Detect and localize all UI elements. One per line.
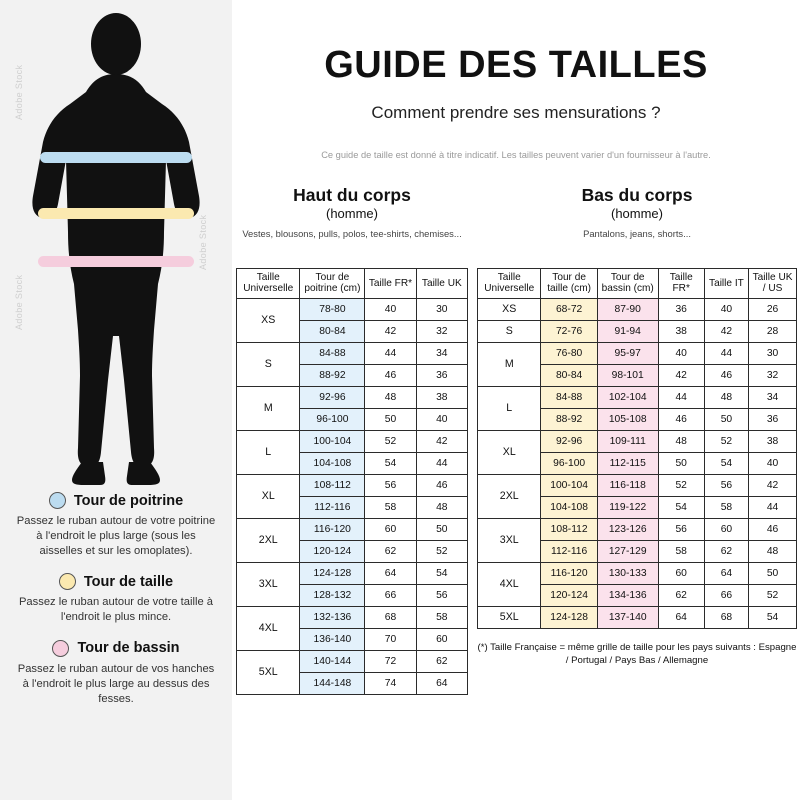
chest-measure-band xyxy=(40,152,192,163)
cell-value: 46 xyxy=(749,518,797,540)
cell-universal-size: 4XL xyxy=(478,562,541,606)
cell-value: 36 xyxy=(658,298,704,320)
watermark-1: Adobe Stock xyxy=(14,64,24,120)
cell-value: 137-140 xyxy=(597,606,658,628)
cell-value: 80-84 xyxy=(541,364,597,386)
column-header: Taille Universelle xyxy=(237,269,300,299)
cell-value: 34 xyxy=(749,386,797,408)
column-header: Taille Universelle xyxy=(478,269,541,299)
cell-value: 91-94 xyxy=(597,320,658,342)
cell-value: 62 xyxy=(416,650,467,672)
cell-value: 58 xyxy=(416,606,467,628)
legend-item-waist xyxy=(0,573,232,625)
size-table-top xyxy=(236,268,468,695)
watermark-3: Adobe Stock xyxy=(198,214,208,270)
cell-value: 64 xyxy=(704,562,748,584)
cell-value: 100-104 xyxy=(541,474,597,496)
cell-value: 32 xyxy=(416,320,467,342)
table-footnote: (*) Taille Française = même grille de taille pour les pays suivants : Espagne / Portugal / Pays Bas / Allemagne xyxy=(477,641,797,667)
cell-value: 54 xyxy=(704,452,748,474)
cell-universal-size: 5XL xyxy=(478,606,541,628)
cell-value: 70 xyxy=(365,628,416,650)
table-row xyxy=(478,342,797,364)
cell-value: 112-116 xyxy=(541,540,597,562)
cell-value: 80-84 xyxy=(300,320,365,342)
cell-value: 32 xyxy=(749,364,797,386)
table-row xyxy=(237,562,468,584)
waist-color-dot-icon xyxy=(59,573,76,590)
cell-value: 127-129 xyxy=(597,540,658,562)
table-row xyxy=(237,298,468,320)
cell-value: 60 xyxy=(365,518,416,540)
cell-value: 66 xyxy=(704,584,748,606)
table-row xyxy=(478,606,797,628)
cell-value: 52 xyxy=(704,430,748,452)
cell-value: 30 xyxy=(416,298,467,320)
cell-value: 72 xyxy=(365,650,416,672)
cell-universal-size: XS xyxy=(478,298,541,320)
table-row xyxy=(237,650,468,672)
left-panel xyxy=(0,0,232,800)
cell-value: 40 xyxy=(416,408,467,430)
cell-value: 44 xyxy=(704,342,748,364)
cell-value: 60 xyxy=(658,562,704,584)
column-header: Taille IT xyxy=(704,269,748,299)
cell-value: 64 xyxy=(658,606,704,628)
cell-value: 116-120 xyxy=(300,518,365,540)
cell-value: 56 xyxy=(704,474,748,496)
cell-value: 58 xyxy=(365,496,416,518)
cell-value: 112-116 xyxy=(300,496,365,518)
cell-universal-size: M xyxy=(237,386,300,430)
cell-value: 44 xyxy=(416,452,467,474)
cell-value: 30 xyxy=(749,342,797,364)
cell-value: 50 xyxy=(704,408,748,430)
cell-value: 48 xyxy=(365,386,416,408)
cell-value: 50 xyxy=(749,562,797,584)
cell-value: 60 xyxy=(416,628,467,650)
cell-value: 74 xyxy=(365,672,416,694)
table-row xyxy=(237,386,468,408)
cell-universal-size: S xyxy=(478,320,541,342)
legend-title-hip: Tour de bassin xyxy=(77,640,180,657)
size-table-bottom xyxy=(477,268,797,629)
table-block-top-body xyxy=(236,185,468,695)
cell-universal-size: 3XL xyxy=(237,562,300,606)
hip-color-dot-icon xyxy=(52,640,69,657)
cell-universal-size: 4XL xyxy=(237,606,300,650)
cell-value: 46 xyxy=(416,474,467,496)
cell-value: 128-132 xyxy=(300,584,365,606)
cell-value: 40 xyxy=(704,298,748,320)
legend-desc-hip: Passez le ruban autour de vos hanches à l'endroit le plus large au dessus des fesses. xyxy=(17,662,215,705)
watermark-2: Adobe Stock xyxy=(14,274,24,330)
cell-value: 116-118 xyxy=(597,474,658,496)
column-header: Taille UK xyxy=(416,269,467,299)
table-row xyxy=(478,430,797,452)
cell-value: 54 xyxy=(749,606,797,628)
column-header: Tour de bassin (cm) xyxy=(597,269,658,299)
cell-value: 72-76 xyxy=(541,320,597,342)
disclaimer-text: Ce guide de taille est donné à titre indicatif. Les tailles peuvent varier d'un fournisseur à l'autre. xyxy=(321,150,711,160)
table-row xyxy=(478,562,797,584)
table-note-top: Vestes, blousons, pulls, polos, tee-shirts, chemises... xyxy=(242,228,462,240)
legend-item-chest xyxy=(0,492,232,559)
cell-value: 40 xyxy=(658,342,704,364)
cell-value: 62 xyxy=(704,540,748,562)
cell-value: 84-88 xyxy=(541,386,597,408)
table-title-bottom: Bas du corps xyxy=(581,185,693,205)
cell-value: 95-97 xyxy=(597,342,658,364)
cell-value: 48 xyxy=(704,386,748,408)
cell-universal-size: L xyxy=(478,386,541,430)
cell-value: 56 xyxy=(416,584,467,606)
body-figure xyxy=(0,0,232,490)
cell-value: 44 xyxy=(365,342,416,364)
cell-value: 36 xyxy=(749,408,797,430)
cell-value: 104-108 xyxy=(541,496,597,518)
column-header: Tour de taille (cm) xyxy=(541,269,597,299)
cell-value: 68-72 xyxy=(541,298,597,320)
cell-universal-size: 2XL xyxy=(478,474,541,518)
cell-value: 40 xyxy=(365,298,416,320)
legend xyxy=(0,492,232,721)
cell-value: 34 xyxy=(416,342,467,364)
cell-universal-size: M xyxy=(478,342,541,386)
cell-value: 104-108 xyxy=(300,452,365,474)
cell-value: 140-144 xyxy=(300,650,365,672)
cell-universal-size: 2XL xyxy=(237,518,300,562)
cell-value: 102-104 xyxy=(597,386,658,408)
cell-value: 124-128 xyxy=(541,606,597,628)
table-row xyxy=(478,474,797,496)
table-row xyxy=(237,606,468,628)
cell-value: 62 xyxy=(658,584,704,606)
table-row xyxy=(237,474,468,496)
cell-value: 46 xyxy=(365,364,416,386)
cell-value: 48 xyxy=(658,430,704,452)
cell-value: 96-100 xyxy=(541,452,597,474)
column-header: Taille FR* xyxy=(365,269,416,299)
cell-value: 58 xyxy=(704,496,748,518)
cell-value: 46 xyxy=(658,408,704,430)
cell-value: 68 xyxy=(365,606,416,628)
table-block-bottom-body xyxy=(477,185,797,695)
cell-value: 124-128 xyxy=(300,562,365,584)
cell-value: 130-133 xyxy=(597,562,658,584)
column-header: Taille FR* xyxy=(658,269,704,299)
column-header: Taille UK / US xyxy=(749,269,797,299)
cell-value: 116-120 xyxy=(541,562,597,584)
cell-value: 78-80 xyxy=(300,298,365,320)
tables-container xyxy=(232,185,800,695)
cell-value: 64 xyxy=(365,562,416,584)
table-row xyxy=(237,430,468,452)
cell-value: 26 xyxy=(749,298,797,320)
cell-value: 134-136 xyxy=(597,584,658,606)
cell-value: 123-126 xyxy=(597,518,658,540)
cell-universal-size: S xyxy=(237,342,300,386)
cell-value: 50 xyxy=(416,518,467,540)
cell-value: 36 xyxy=(416,364,467,386)
cell-value: 87-90 xyxy=(597,298,658,320)
cell-value: 42 xyxy=(416,430,467,452)
cell-value: 38 xyxy=(416,386,467,408)
cell-value: 28 xyxy=(749,320,797,342)
cell-universal-size: 3XL xyxy=(478,518,541,562)
cell-value: 68 xyxy=(704,606,748,628)
cell-value: 38 xyxy=(658,320,704,342)
cell-value: 88-92 xyxy=(300,364,365,386)
legend-title-chest: Tour de poitrine xyxy=(73,492,184,509)
hip-measure-band xyxy=(38,256,194,267)
cell-value: 48 xyxy=(416,496,467,518)
table-note-bottom: Pantalons, jeans, shorts... xyxy=(583,228,691,240)
legend-title-waist: Tour de taille xyxy=(83,573,174,590)
cell-value: 62 xyxy=(365,540,416,562)
cell-value: 132-136 xyxy=(300,606,365,628)
cell-value: 44 xyxy=(749,496,797,518)
cell-value: 100-104 xyxy=(300,430,365,452)
cell-value: 54 xyxy=(416,562,467,584)
cell-value: 54 xyxy=(365,452,416,474)
cell-value: 42 xyxy=(658,364,704,386)
cell-value: 120-124 xyxy=(541,584,597,606)
cell-value: 42 xyxy=(704,320,748,342)
cell-value: 66 xyxy=(365,584,416,606)
cell-value: 105-108 xyxy=(597,408,658,430)
cell-value: 98-101 xyxy=(597,364,658,386)
table-row xyxy=(478,386,797,408)
cell-value: 54 xyxy=(658,496,704,518)
cell-value: 119-122 xyxy=(597,496,658,518)
cell-value: 40 xyxy=(749,452,797,474)
cell-value: 76-80 xyxy=(541,342,597,364)
cell-value: 56 xyxy=(658,518,704,540)
column-header: Tour de poitrine (cm) xyxy=(300,269,365,299)
cell-value: 64 xyxy=(416,672,467,694)
cell-value: 50 xyxy=(365,408,416,430)
cell-value: 144-148 xyxy=(300,672,365,694)
page-title: GUIDE DES TAILLES xyxy=(324,44,708,86)
cell-value: 56 xyxy=(365,474,416,496)
table-row xyxy=(478,298,797,320)
cell-universal-size: XL xyxy=(478,430,541,474)
cell-value: 108-112 xyxy=(541,518,597,540)
legend-desc-waist: Passez le ruban autour de votre taille à l'endroit le plus mince. xyxy=(18,596,214,624)
table-subtitle-top: (homme) xyxy=(325,206,378,222)
cell-value: 52 xyxy=(365,430,416,452)
table-row xyxy=(237,518,468,540)
main-content xyxy=(232,0,800,800)
cell-universal-size: XS xyxy=(237,298,300,342)
table-subtitle-bottom: (homme) xyxy=(610,206,663,222)
table-row xyxy=(478,320,797,342)
cell-value: 84-88 xyxy=(300,342,365,364)
cell-value: 48 xyxy=(749,540,797,562)
cell-value: 120-124 xyxy=(300,540,365,562)
page-subtitle: Comment prendre ses mensurations ? xyxy=(371,103,661,122)
cell-value: 60 xyxy=(704,518,748,540)
cell-value: 58 xyxy=(658,540,704,562)
cell-universal-size: XL xyxy=(237,474,300,518)
cell-universal-size: 5XL xyxy=(237,650,300,694)
cell-value: 50 xyxy=(658,452,704,474)
table-row xyxy=(478,518,797,540)
cell-value: 42 xyxy=(365,320,416,342)
cell-value: 136-140 xyxy=(300,628,365,650)
legend-desc-chest: Passez le ruban autour de votre poitrine à l'endroit le plus large (sous les aisselles et sur les omoplates). xyxy=(16,515,216,558)
cell-value: 46 xyxy=(704,364,748,386)
cell-value: 52 xyxy=(416,540,467,562)
cell-value: 38 xyxy=(749,430,797,452)
chest-color-dot-icon xyxy=(49,492,66,509)
cell-value: 42 xyxy=(749,474,797,496)
cell-universal-size: L xyxy=(237,430,300,474)
table-title-top: Haut du corps xyxy=(293,185,411,205)
cell-value: 52 xyxy=(749,584,797,606)
cell-value: 88-92 xyxy=(541,408,597,430)
waist-measure-band xyxy=(38,208,194,219)
cell-value: 96-100 xyxy=(300,408,365,430)
cell-value: 44 xyxy=(658,386,704,408)
cell-value: 109-111 xyxy=(597,430,658,452)
table-row xyxy=(237,342,468,364)
cell-value: 108-112 xyxy=(300,474,365,496)
cell-value: 92-96 xyxy=(541,430,597,452)
cell-value: 112-115 xyxy=(597,452,658,474)
cell-value: 52 xyxy=(658,474,704,496)
legend-item-hip xyxy=(0,640,232,707)
cell-value: 92-96 xyxy=(300,386,365,408)
